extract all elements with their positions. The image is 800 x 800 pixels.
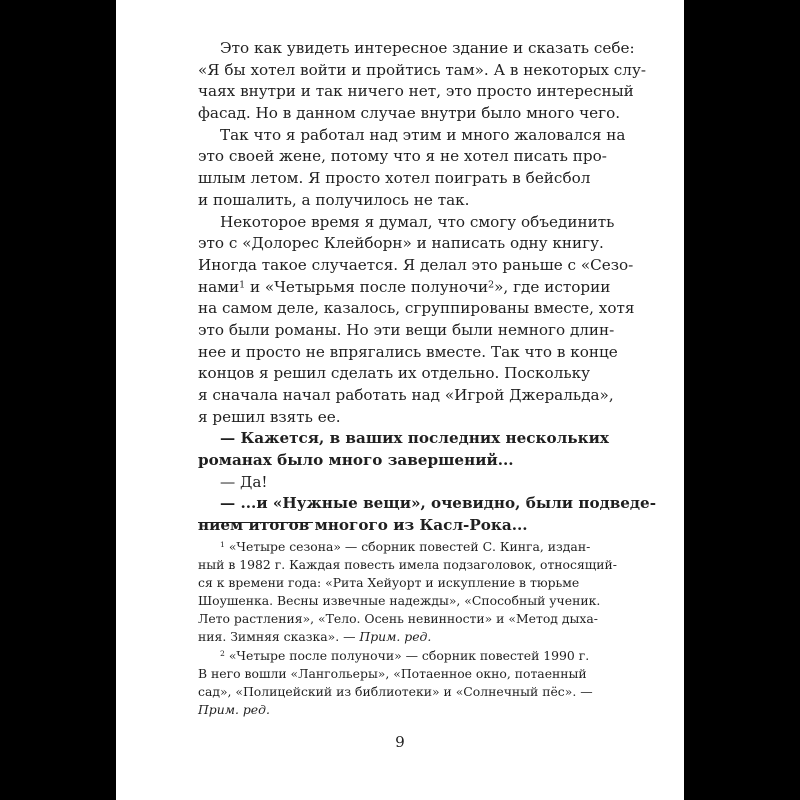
footnote-line bbox=[198, 647, 611, 665]
book-page bbox=[116, 0, 684, 800]
editor-note: Прим. ред. bbox=[359, 629, 432, 645]
text-line: чаях внутри и так ничего нет, это просто интересный bbox=[198, 82, 634, 101]
text-line bbox=[198, 277, 611, 299]
answer-line: — Да! bbox=[220, 472, 268, 491]
footnote-mark-2: 2 bbox=[220, 648, 225, 658]
left-border-bar bbox=[0, 0, 116, 800]
text-line: фасад. Но в данном случае внутри было много чего. bbox=[198, 104, 621, 123]
text-line: это с «Долорес Клейборн» и написать одну книгу. bbox=[198, 234, 604, 253]
text-line: и пошалить, а получилось не так. bbox=[198, 190, 470, 209]
text-fragment: нами bbox=[198, 277, 240, 296]
text-line: это были романы. Но эти вещи были немного длин- bbox=[198, 320, 615, 339]
text-fragment: ния. Зимняя сказка». — bbox=[198, 629, 360, 645]
footnote-ref-2: 2 bbox=[488, 278, 495, 290]
text-line: Иногда такое случается. Я делал это раньше с «Сезо- bbox=[198, 255, 634, 274]
footnote-mark-1: 1 bbox=[220, 540, 225, 550]
footnote-line bbox=[198, 628, 611, 646]
text-line: Некоторое время я думал, что смогу объединить bbox=[220, 212, 615, 231]
main-text bbox=[198, 38, 657, 537]
page-number: 9 bbox=[395, 733, 405, 751]
footnote-line: Лето растления», «Тело. Осень невинности» и «Метод дыха- bbox=[198, 611, 598, 627]
text-line: шлым летом. Я просто хотел поиграть в бейсбол bbox=[198, 169, 591, 188]
footnote-line: Шоушенка. Весны извечные надежды», «Способный ученик. bbox=[198, 593, 601, 609]
right-border-bar bbox=[684, 0, 800, 800]
footnote-line: сад», «Полицейский из библиотеки» и «Солнечный пёс». — bbox=[198, 683, 593, 699]
footnote-ref-1: 1 bbox=[239, 278, 246, 290]
text-line: «Я бы хотел войти и пройтись там». А в некоторых слу- bbox=[198, 60, 647, 79]
text-line: на самом деле, казалось, сгруппированы вместе, хотя bbox=[198, 299, 635, 318]
question-line: — Кажется, в ваших последних нескольких bbox=[220, 429, 609, 448]
question-line: романах было много завершений... bbox=[198, 451, 514, 470]
footnote-line: ся к времени года: «Рита Хейуорт и искупление в тюрьме bbox=[198, 575, 580, 591]
text-line: я решил взять ее. bbox=[198, 407, 341, 426]
text-line: это своей жене, потому что я не хотел писать про- bbox=[198, 147, 607, 166]
text-fragment: », где истории bbox=[494, 277, 611, 296]
question-line: — ...и «Нужные вещи», очевидно, были подведе- bbox=[220, 494, 657, 513]
text-line: я сначала начал работать над «Игрой Джеральда», bbox=[198, 386, 614, 404]
text-fragment: «Четыре после полуночи» — сборник повестей 1990 г. bbox=[224, 647, 590, 663]
text-line: концов я решил сделать их отдельно. Поскольку bbox=[198, 364, 591, 383]
question-line: нием итогов многого из Касл-Рока... bbox=[198, 516, 528, 535]
text-line: Это как увидеть интересное здание и сказать себе: bbox=[220, 39, 635, 57]
text-line: нее и просто не впрягались вместе. Так что в конце bbox=[198, 342, 618, 361]
footnote-divider bbox=[198, 522, 313, 523]
footnotes bbox=[198, 538, 617, 719]
footnote-line: ный в 1982 г. Каждая повесть имела подзаголовок, относящий- bbox=[198, 557, 617, 573]
editor-note: Прим. ред. bbox=[198, 701, 270, 717]
text-line: Так что я работал над этим и много жаловался на bbox=[220, 125, 626, 144]
text-fragment: и «Четырьмя после полуночи bbox=[245, 277, 489, 296]
text-fragment: «Четыре сезона» — сборник повестей С. Кинга, издан- bbox=[224, 539, 591, 554]
footnote-line bbox=[198, 538, 611, 556]
footnote-line: В него вошли «Лангольеры», «Потаенное окно, потаенный bbox=[198, 665, 587, 681]
